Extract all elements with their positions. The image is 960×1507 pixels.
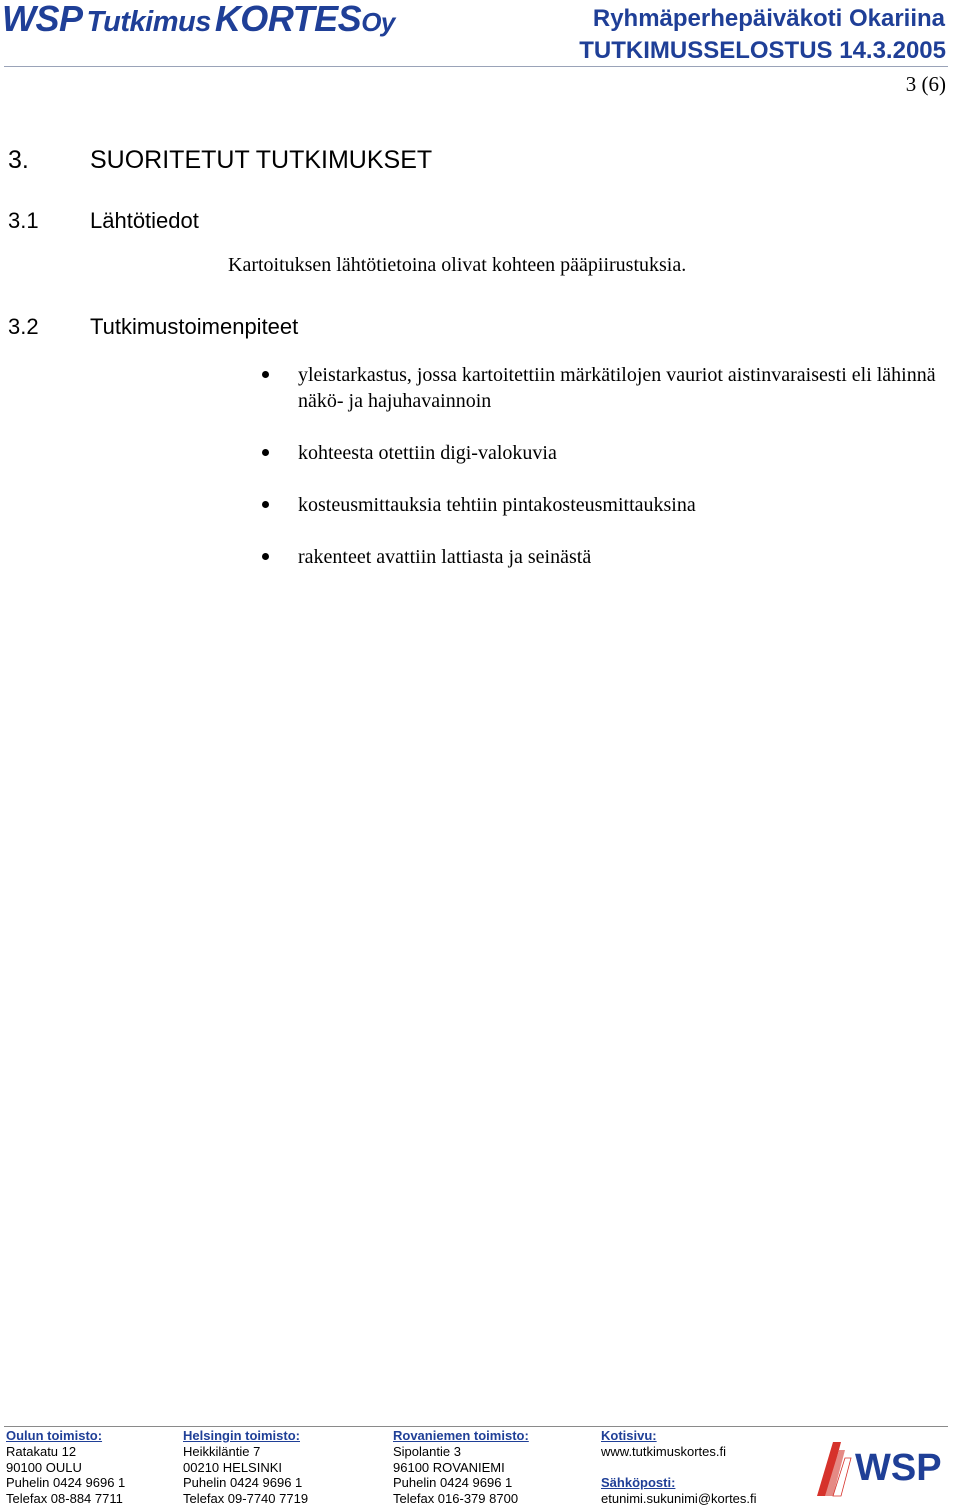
- footer-rovaniemi-label: Rovaniemen toimisto:: [393, 1428, 529, 1443]
- list-item: [262, 544, 952, 570]
- footer-home-link[interactable]: www.tutkimuskortes.fi: [601, 1443, 726, 1459]
- list-item-text: kohteesta otettiin digi-valokuvia: [298, 442, 557, 464]
- bullet-icon: [262, 553, 269, 560]
- footer-helsinki: [183, 1428, 308, 1507]
- section-3-1-text: Kartoituksen lähtötietoina olivat kohteen pääpiirustuksia.: [228, 254, 687, 276]
- footer-oulu-city: 90100 OULU: [6, 1459, 82, 1475]
- section-3-1-number: 3.1: [8, 208, 39, 233]
- footer-helsinki-fax: Telefax 09-7740 7719: [183, 1491, 309, 1507]
- bullet-icon: [262, 501, 269, 508]
- footer-rovaniemi-street: Sipolantie 3: [393, 1443, 461, 1459]
- section-3-number: 3.: [8, 146, 29, 174]
- footer-helsinki-city: 00210 HELSINKI: [183, 1459, 283, 1475]
- footer-oulu-street: Ratakatu 12: [6, 1443, 77, 1459]
- logo-tutkimus: Tutkimus: [86, 6, 211, 38]
- logo-wsp: WSP: [2, 0, 83, 39]
- footer-helsinki-label: Helsingin toimisto:: [183, 1428, 300, 1443]
- footer-rovaniemi-phone: Puhelin 0424 9696 1: [393, 1475, 513, 1491]
- wsp-footer-logo: [813, 1436, 958, 1500]
- document-title: Ryhmäperhepäiväkoti Okariina: [592, 5, 945, 32]
- list-item: [262, 362, 952, 414]
- logo-kortes: KORTES: [214, 0, 362, 39]
- footer-rovaniemi-city: 96100 ROVANIEMI: [393, 1459, 505, 1475]
- section-3-2-number: 3.2: [8, 314, 39, 339]
- footer-email-link[interactable]: etunimi.sukunimi@kortes.fi: [601, 1491, 757, 1507]
- list-item: [262, 492, 952, 518]
- list-item: [262, 440, 952, 466]
- footer-oulu-phone: Puhelin 0424 9696 1: [6, 1475, 126, 1491]
- footer-rovaniemi-fax: Telefax 016-379 8700: [393, 1491, 519, 1507]
- footer-email-label: Sähköposti:: [601, 1475, 676, 1491]
- document-subtitle: TUTKIMUSSELOSTUS 14.3.2005: [579, 37, 946, 64]
- header-divider: [4, 66, 948, 67]
- bullet-icon: [262, 449, 269, 456]
- list-item-text: rakenteet avattiin lattiasta ja seinästä: [298, 546, 592, 568]
- footer-rovaniemi: [393, 1428, 529, 1507]
- footer-oulu-label: Oulun toimisto:: [6, 1428, 103, 1443]
- footer-divider: [4, 1426, 948, 1427]
- footer-oulu: [6, 1428, 125, 1507]
- logo-oy: Oy: [361, 7, 395, 37]
- bullet-icon: [262, 371, 269, 378]
- company-logo-text: [2, 0, 395, 40]
- section-3-2-title: Tutkimustoimenpiteet: [90, 314, 299, 339]
- footer-helsinki-street: Heikkiläntie 7: [183, 1443, 261, 1459]
- page-number: 3 (6): [905, 72, 946, 96]
- list-item-text: kosteusmittauksia tehtiin pintakosteusmittauksina: [298, 494, 696, 516]
- footer-helsinki-phone: Puhelin 0424 9696 1: [183, 1475, 303, 1491]
- section-3-1-title: Lähtötiedot: [90, 208, 199, 233]
- list-item-text: yleistarkastus, jossa kartoitettiin märkätilojen vauriot aistinvaraisesti eli lähinnä näkö- ja hajuhavainnoin: [298, 364, 936, 412]
- section-3-title: SUORITETUT TUTKIMUKSET: [90, 146, 433, 174]
- footer-home-label: Kotisivu:: [601, 1428, 657, 1443]
- footer-web: [601, 1428, 757, 1507]
- measures-list: [262, 362, 952, 596]
- company-logo: [0, 0, 470, 40]
- wsp-logo-text: WSP: [855, 1447, 942, 1489]
- footer-oulu-fax: Telefax 08-884 7711: [6, 1491, 123, 1507]
